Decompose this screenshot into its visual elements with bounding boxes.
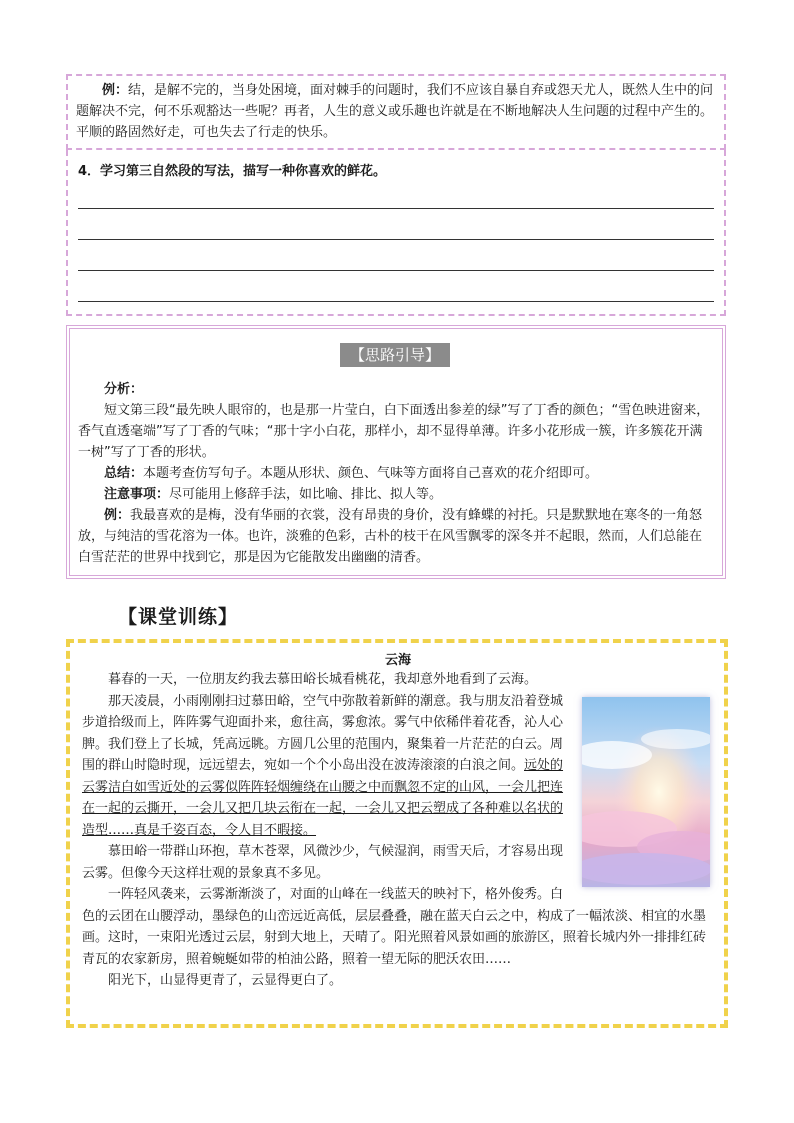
answer-line[interactable] [78, 270, 714, 271]
section-heading: 【课堂训练】 [118, 606, 239, 628]
passage-title: 云海 [384, 653, 411, 668]
summary-paragraph [78, 463, 712, 484]
summary-label: 总结： [104, 466, 144, 481]
passage-paragraph-1: 暮春的一天，一位朋友约我去慕田峪长城看桃花，我却意外地看到了云海。 [108, 672, 538, 687]
guide-box [66, 325, 726, 579]
underlined-sentence: 远处的云雾洁白如雪近处的云雾似阵阵轻烟缠绕在山腰之中而飘忽不定的山风，一会儿把连在一起的云撕开，一会儿又把几块云衔在一起，一会儿又把云塑成了各种难以名状的造型……真是千姿百态，令人目不暇接。 [82, 758, 564, 838]
example-label: 例： [102, 83, 129, 98]
task-question: 4．学习第三自然段的写法，描写一种你喜欢的鲜花。 [78, 164, 387, 179]
analysis-label: 分析： [104, 382, 144, 397]
example-answer-box [66, 74, 726, 150]
passage-paragraph-5: 阳光下，山显得更青了，云显得更白了。 [108, 973, 343, 988]
note-paragraph [78, 484, 712, 505]
guide-example-paragraph [78, 505, 712, 568]
passage-paragraph-4: 一阵轻风袭来，云雾渐渐淡了，对面的山峰在一线蓝天的映衬下，格外俊秀。白色的云团在山腰浮动，墨绿色的山峦远近高低，层层叠叠，融在蓝天白云之中，构成了一幅浓淡、相宜的水墨画。这时，一束阳光透过云层，射到大地上，天晴了。阳光照着风景如画的旅游区，照着长城内外一排排红砖青瓦的农家新房，照着蜿蜒如带的柏油公路，照着一望无际的肥沃农田…… [82, 887, 707, 967]
answer-line[interactable] [78, 208, 714, 209]
guide-example-text: 我最喜欢的是梅，没有华丽的衣裳，没有昂贵的身价，没有蜂蝶的衬托。只是默默地在寒冬的一角怒放，与纯洁的雪花溶为一体。也许，淡雅的色彩，古朴的枝干在风雪飘零的深冬并不起眼，然而，人们总能在白雪茫茫的世界中找到它，那是因为它能散发出幽幽的清香。 [78, 508, 703, 565]
example-text: 结，是解不完的，当身处困境，面对棘手的问题时，我们不应该自暴自弃或怨天尤人，既然人生中的问题解决不完，何不乐观豁达一些呢？再者，人生的意义或乐趣也许就是在不断地解决人生问题的过程中产生的。平顺的路固然好走，可也失去了行走的快乐。 [76, 83, 714, 140]
passage-paragraph-2-text: 那天凌晨，小雨刚刚扫过慕田峪，空气中弥散着新鲜的潮意。我与朋友沿着登城步道拾级而上，阵阵雾气迎面扑来，愈往高，雾愈浓。雾气中依稀伴着花香，沁人心脾。我们登上了长城，凭高远眺。方圆几公里的范围内，聚集着一片茫茫的白云。周围的群山时隐时现，远远望去，宛如一个个小岛出没在波涛滚滚的白浪之间。 [82, 693, 564, 773]
passage-paragraph-3: 慕田峪一带群山环抱，草木苍翠，风微沙少，气候湿润，雨雪天后，才容易出现云雾。但像今天这样壮观的景象真不多见。 [82, 844, 564, 881]
writing-task-box [66, 150, 726, 316]
guide-example-label: 例： [104, 508, 131, 523]
cloud-sea-image [582, 697, 710, 887]
reading-passage-box [66, 639, 728, 1028]
guide-title: 【思路引导】 [340, 343, 450, 367]
answer-line[interactable] [78, 301, 714, 302]
example-paragraph [76, 80, 714, 143]
summary-text: 本题考查仿写句子。本题从形状、颜色、气味等方面将自己喜欢的花介绍即可。 [143, 466, 599, 481]
note-text: 尽可能用上修辞手法，如比喻、排比、拟人等。 [169, 487, 443, 502]
analysis-text: 短文第三段“最先映人眼帘的，也是那一片莹白，白下面透出参差的绿”写了丁香的颜色；“雪色映进窗来，香气直透毫端”写了丁香的气味；“那十字小白花，那样小，却不显得单薄。许多小花形成一簇，许多簇花开满一树”写了丁香的形状。 [78, 403, 710, 460]
note-label: 注意事项： [104, 487, 170, 502]
answer-line[interactable] [78, 239, 714, 240]
